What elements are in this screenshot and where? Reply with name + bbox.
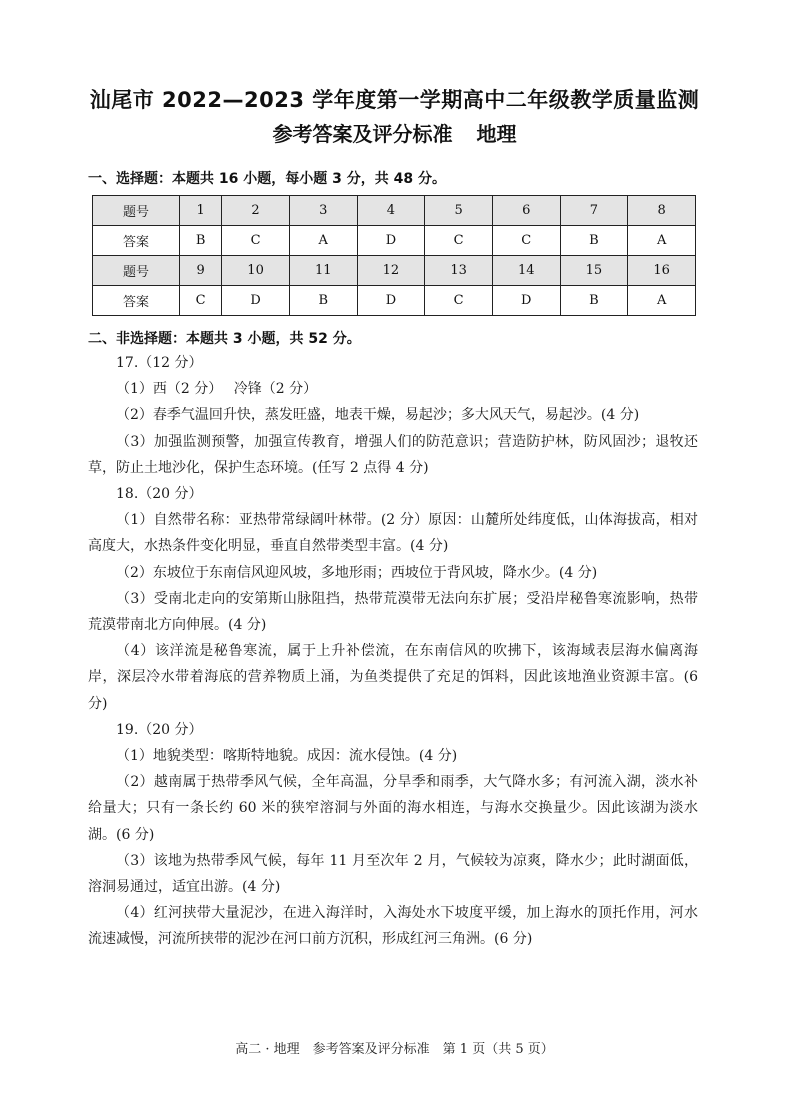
table-cell: D [492, 286, 560, 316]
question-header: 18.（20 分） [116, 486, 203, 503]
table-cell: B [560, 226, 628, 256]
table-cell: C [425, 226, 493, 256]
table-cell: 8 [628, 196, 696, 226]
table-row [93, 226, 696, 256]
answer-paragraph: （2）春季气温回升快，蒸发旺盛，地表干燥，易起沙；多大风天气，易起沙。(4 分) [116, 407, 640, 424]
answer-paragraph: （1）自然带名称：亚热带常绿阔叶林带。(2 分）原因：山麓所处纬度低，山体海拔高，相对高度大，水热条件变化明显，垂直自然带类型丰富。(4 分) [88, 512, 698, 555]
table-cell: 12 [357, 256, 425, 286]
answer-paragraph: （4）该洋流是秘鲁寒流，属于上升补偿流，在东南信风的吹拂下，该海域表层海水偏离海岸，深层冷水带着海底的营养物质上涌，为鱼类提供了充足的饵料，因此该地渔业资源丰富。(6 分) [88, 643, 698, 712]
table-cell: B [180, 226, 222, 256]
question-header: 19.（20 分） [116, 721, 203, 738]
table-cell: 4 [357, 196, 425, 226]
table-cell: D [357, 226, 425, 256]
table-cell: 9 [180, 256, 222, 286]
table-cell: 7 [560, 196, 628, 226]
answer-paragraph: （1）地貌类型：喀斯特地貌。成因：流水侵蚀。(4 分) [116, 748, 458, 765]
table-cell: C [180, 286, 222, 316]
table-cell: 15 [560, 256, 628, 286]
answer-paragraph: （2）越南属于热带季风气候，全年高温，分旱季和雨季，大气降水多；有河流入湖，淡水补给量大；只有一条长约 60 米的狭窄溶洞与外面的海水相连，与海水交换量少。因此该湖为淡水湖。(6 分) [88, 774, 698, 843]
row-label: 题号 [93, 256, 180, 286]
table-cell: 1 [180, 196, 222, 226]
subject-label: 地理 [476, 122, 517, 146]
answer-paragraph: （3）该地为热带季风气候，每年 11 月至次年 2 月，气候较为凉爽，降水少；此时湖面低，溶洞易通过，适宜出游。(4 分) [88, 852, 698, 896]
table-cell: 6 [492, 196, 560, 226]
answer-paragraph: （2）东坡位于东南信风迎风坡，多地形雨；西坡位于背风坡，降水少。(4 分) [116, 564, 598, 581]
table-cell: B [560, 286, 628, 316]
row-label: 答案 [93, 226, 180, 256]
table-row [93, 286, 696, 316]
table-cell: A [289, 226, 357, 256]
table-cell: 3 [289, 196, 357, 226]
table-cell: 2 [222, 196, 290, 226]
row-label: 答案 [93, 286, 180, 316]
table-cell: D [357, 286, 425, 316]
table-cell: C [425, 286, 493, 316]
answer-body [88, 350, 698, 953]
row-label: 题号 [93, 196, 180, 226]
page-title: 汕尾市 2022—2023 学年度第一学期高中二年级教学质量监测 [89, 88, 700, 112]
table-cell: A [628, 226, 696, 256]
subtitle-left: 参考答案及评分标准 [272, 122, 453, 146]
table-cell: B [289, 286, 357, 316]
answer-paragraph: （3）加强监测预警，加强宣传教育，增强人们的防范意识；营造防护林，防风固沙；退牧还草，防止土地沙化，保护生态环境。(任写 2 点得 4 分) [88, 433, 698, 476]
table-cell: 16 [628, 256, 696, 286]
answer-paragraph: （3）受南北走向的安第斯山脉阻挡，热带荒漠带无法向东扩展；受沿岸秘鲁寒流影响，热带荒漠带南北方向伸展。(4 分) [88, 590, 698, 634]
section2-heading: 二、非选择题：本题共 3 小题，共 52 分。 [88, 331, 361, 347]
table-cell: 13 [425, 256, 493, 286]
page-footer: 高二 · 地理 参考答案及评分标准 第 1 页（共 5 页） [235, 1042, 554, 1057]
table-cell: 11 [289, 256, 357, 286]
page-subtitle [0, 118, 789, 147]
table-cell: A [628, 286, 696, 316]
table-row [93, 196, 696, 226]
table-cell: 5 [425, 196, 493, 226]
table-cell: D [222, 286, 290, 316]
table-cell: C [222, 226, 290, 256]
table-cell: 10 [222, 256, 290, 286]
answer-table [92, 195, 696, 316]
table-cell: C [492, 226, 560, 256]
question-header: 17.（12 分） [116, 355, 203, 371]
table-row [93, 256, 696, 286]
table-cell: 14 [492, 256, 560, 286]
answer-paragraph: （4）红河挟带大量泥沙，在进入海洋时，入海处水下坡度平缓，加上海水的顶托作用，河水流速减慢，河流所挟带的泥沙在河口前方沉积，形成红河三角洲。(6 分) [88, 905, 698, 948]
section1-heading: 一、选择题：本题共 16 小题，每小题 3 分，共 48 分。 [88, 171, 446, 187]
answer-paragraph: （1）西（2 分） 冷锋（2 分） [116, 381, 318, 398]
